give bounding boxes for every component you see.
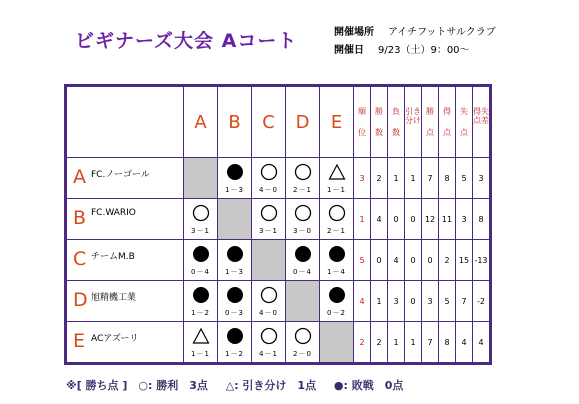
rank-cell: 3 <box>354 158 371 199</box>
match-cell <box>286 158 320 199</box>
stat-cell: 5 <box>439 281 456 322</box>
rank-cell: 1 <box>354 199 371 240</box>
stat-cell: 2 <box>371 322 388 364</box>
stat-cell: 11 <box>439 199 456 240</box>
row-header-b <box>66 199 184 240</box>
stat-cell: 1 <box>388 158 405 199</box>
match-cell <box>286 322 320 364</box>
stat-header-bottom: 数 <box>392 128 400 137</box>
stat-cell: 1 <box>388 322 405 364</box>
legend-win: ※[ 勝ち点 ] ○: 勝利 3点 <box>66 379 208 392</box>
match-score: 3－1 <box>259 227 278 235</box>
match-cell <box>252 158 286 199</box>
stat-header-top: 勝 <box>426 106 434 116</box>
stat-cell: 2 <box>371 158 388 199</box>
stat-header <box>371 86 388 158</box>
stat-cell: -13 <box>473 240 491 281</box>
stat-cell: 5 <box>456 158 473 199</box>
team-name: FC.ノーゴール <box>91 170 150 180</box>
row-letter: C <box>73 248 87 270</box>
match-score: 4－0 <box>259 309 278 317</box>
stat-cell: 0 <box>422 240 439 281</box>
stat-cell: -2 <box>473 281 491 322</box>
match-cell <box>252 281 286 322</box>
match-cell <box>320 281 354 322</box>
match-score: 0－2 <box>327 309 346 317</box>
match-score: 1－4 <box>327 268 346 276</box>
venue-label: 開催場所 <box>334 27 374 38</box>
stat-header-bottom: 位 <box>358 128 366 137</box>
table-row <box>66 158 491 199</box>
row-letter: E <box>73 330 86 352</box>
stat-header-top: 順 <box>358 106 366 116</box>
self-match-cell <box>184 158 218 199</box>
row-letter: B <box>73 207 87 229</box>
stat-cell: 0 <box>388 199 405 240</box>
self-match-cell <box>218 199 252 240</box>
match-score: 2－0 <box>293 350 312 358</box>
match-score: 1－2 <box>225 350 244 358</box>
stat-cell: 0 <box>405 281 422 322</box>
stat-cell: 7 <box>422 158 439 199</box>
match-score: 1－3 <box>225 268 244 276</box>
stat-cell: 1 <box>405 158 422 199</box>
stat-cell: 1 <box>405 322 422 364</box>
stat-cell: 3 <box>456 199 473 240</box>
stat-cell: 15 <box>456 240 473 281</box>
row-header-c <box>66 240 184 281</box>
stat-cell: 3 <box>422 281 439 322</box>
match-score: 3－0 <box>293 227 312 235</box>
corner-cell <box>66 86 184 158</box>
legend-loss: ●: 敗戦 0点 <box>333 379 404 392</box>
stat-cell: 4 <box>473 322 491 364</box>
stat-header-top: 得 <box>443 106 451 116</box>
row-header-d <box>66 281 184 322</box>
stat-header <box>456 86 473 158</box>
stat-cell: 1 <box>371 281 388 322</box>
rank-cell: 5 <box>354 240 371 281</box>
stat-header-top: 引き分け <box>405 106 421 125</box>
stat-header <box>388 86 405 158</box>
match-cell <box>320 240 354 281</box>
stat-cell: 8 <box>439 158 456 199</box>
col-header-b: B <box>218 86 252 158</box>
team-name: ACアズーリ <box>91 334 139 344</box>
page-title: ビギナーズ大会 Aコート <box>75 30 298 52</box>
stat-header <box>354 86 371 158</box>
match-cell <box>320 199 354 240</box>
self-match-cell <box>286 281 320 322</box>
legend <box>66 377 417 393</box>
stat-header <box>405 86 422 158</box>
venue-info <box>334 23 496 38</box>
row-header-e <box>66 322 184 364</box>
table-row <box>66 240 491 281</box>
league-table <box>64 84 492 365</box>
stat-header <box>439 86 456 158</box>
team-name: チームM.B <box>91 252 135 262</box>
stat-cell: 7 <box>422 322 439 364</box>
match-score: 1－1 <box>191 350 210 358</box>
stat-header <box>473 86 491 158</box>
table-row <box>66 199 491 240</box>
match-cell <box>252 322 286 364</box>
date-value: 9/23（土）9：00〜 <box>378 45 470 56</box>
stat-header-top: 失 <box>460 106 468 116</box>
stat-cell: 0 <box>405 199 422 240</box>
match-score: 4－0 <box>259 186 278 194</box>
stat-cell: 0 <box>405 240 422 281</box>
stat-cell: 4 <box>456 322 473 364</box>
match-cell <box>252 199 286 240</box>
stat-header-bottom: 点 <box>460 128 468 137</box>
match-score: 2－1 <box>327 227 346 235</box>
match-cell <box>218 240 252 281</box>
stat-header-top: 得失点差 <box>473 106 489 125</box>
self-match-cell <box>252 240 286 281</box>
match-cell <box>286 240 320 281</box>
stat-cell: 7 <box>456 281 473 322</box>
venue-value: アイチフットサルクラブ <box>388 27 496 38</box>
rank-cell: 2 <box>354 322 371 364</box>
match-cell <box>218 322 252 364</box>
stat-header-top: 勝 <box>375 106 383 116</box>
stat-header <box>422 86 439 158</box>
stat-cell: 0 <box>371 240 388 281</box>
stat-header-bottom: 数 <box>375 128 383 137</box>
self-match-cell <box>320 322 354 364</box>
stat-header-bottom: 点 <box>426 128 434 137</box>
col-header-a: A <box>184 86 218 158</box>
col-header-d: D <box>286 86 320 158</box>
match-cell <box>184 322 218 364</box>
stat-cell: 4 <box>371 199 388 240</box>
match-score: 1－3 <box>225 186 244 194</box>
match-cell <box>218 158 252 199</box>
match-cell <box>184 240 218 281</box>
stat-cell: 2 <box>439 240 456 281</box>
team-name: FC.WARIO <box>91 208 136 218</box>
stat-cell: 4 <box>388 240 405 281</box>
team-name: 旭精機工業 <box>91 293 137 303</box>
row-letter: D <box>73 289 88 311</box>
stat-cell: 8 <box>473 199 491 240</box>
table-row <box>66 281 491 322</box>
match-cell <box>286 199 320 240</box>
match-score: 1－1 <box>327 186 346 194</box>
match-score: 0－4 <box>293 268 312 276</box>
date-label: 開催日 <box>334 45 364 56</box>
table-row <box>66 322 491 364</box>
stat-cell: 12 <box>422 199 439 240</box>
stat-cell: 3 <box>473 158 491 199</box>
stat-header-bottom: 点 <box>443 128 451 137</box>
match-cell <box>184 199 218 240</box>
row-letter: A <box>73 166 86 188</box>
match-cell <box>184 281 218 322</box>
header-row <box>66 86 491 158</box>
date-info <box>334 41 470 56</box>
match-score: 4－1 <box>259 350 278 358</box>
match-score: 0－4 <box>191 268 210 276</box>
match-score: 2－1 <box>293 186 312 194</box>
stat-header-top: 負 <box>392 106 400 116</box>
match-score: 1－2 <box>191 309 210 317</box>
rank-cell: 4 <box>354 281 371 322</box>
row-header-a <box>66 158 184 199</box>
stat-cell: 3 <box>388 281 405 322</box>
match-score: 3－1 <box>191 227 210 235</box>
legend-draw: △: 引き分け 1点 <box>225 379 317 392</box>
match-score: 0－3 <box>225 309 244 317</box>
match-cell <box>218 281 252 322</box>
col-header-c: C <box>252 86 286 158</box>
col-header-e: E <box>320 86 354 158</box>
stat-cell: 8 <box>439 322 456 364</box>
match-cell <box>320 158 354 199</box>
